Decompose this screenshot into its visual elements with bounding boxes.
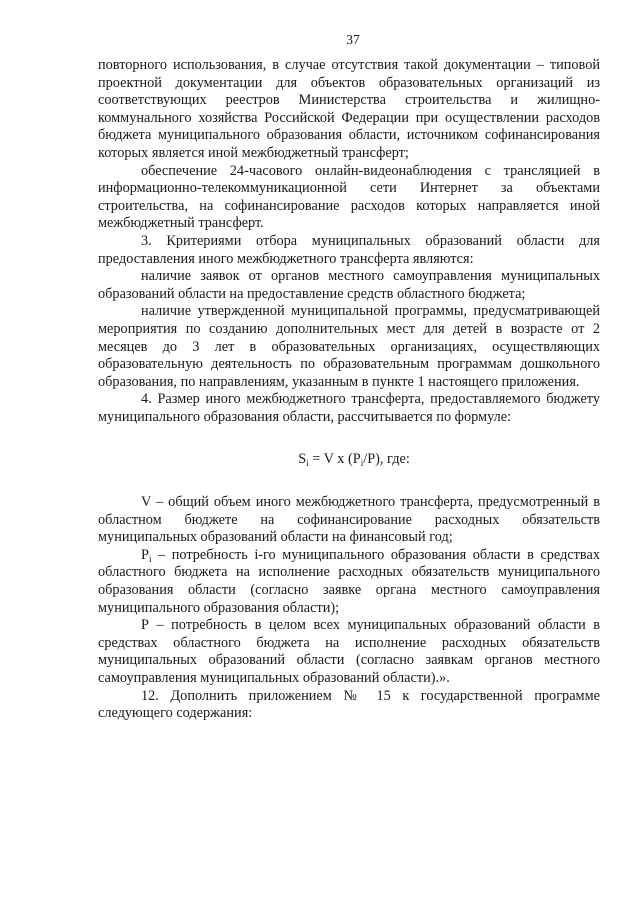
paragraph-selection-criteria: 3. Критериями отбора муниципальных образований области для предоставления иного межбюджетного трансферта являются:	[98, 232, 600, 267]
formula-rhs: /P), где:	[363, 451, 410, 468]
pi-symbol: P	[141, 546, 149, 563]
paragraph-appendix-15: 12. Дополнить приложением № 15 к государственной программе следующего содержания:	[98, 687, 600, 722]
pi-sub: i	[148, 553, 152, 564]
paragraph-video-surveillance: обеспечение 24-часового онлайн-видеонаблюдения с трансляцией в информационно-телекоммуникационной сети Интернет за объектами строительства, на софинансирование расходов которых направляется иной межбюджетный трансферт.	[98, 162, 600, 232]
paragraph-transfer-size: 4. Размер иного межбюджетного трансферта, предоставляемого бюджету муниципального образования области, рассчитывается по формуле:	[98, 391, 600, 425]
formula-lhs: S	[298, 451, 307, 468]
formula	[98, 451, 600, 469]
formula-mid: = V x (P	[308, 451, 361, 468]
paragraph-municipal-program: наличие утвержденной муниципальной программы, предусматривающей мероприятия по созданию дополнительных мест для детей в возрасте от 2 месяцев до 3 лет в образовательных организациях, осуществляющих образовательную деятельность по образовательным программам дошкольного образования, по направлениям, указанным в пункте 1 настоящего приложения.	[98, 303, 600, 390]
definition-pi	[98, 547, 600, 617]
definition-p: Р – потребность в целом всех муниципальных образований области в средствах областного бюджета на исполнение расходных обязательств муниципальных образований области (согласно заявкам органов местного самоуправления муниципальных образований области).».	[98, 617, 600, 686]
paragraph-continuation: повторного использования, в случае отсутствия такой документации – типовой проектной документации для объектов образовательных организаций из соответствующих реестров Министерства строительства и жилищно-коммунального хозяйства Российской Федерации при осуществлении расходов бюджета муниципального образования области, источником софинансирования которых является иной межбюджетный трансферт;	[98, 57, 600, 161]
page-number: 37	[346, 32, 360, 47]
definition-pi-text: – потребность i-го муниципального образования области в средствах областного бюджета на исполнение расходных обязательств муниципального образования области (согласно заявке органа местного самоуправления муниципального образования области);	[98, 546, 600, 616]
formula-lhs-sub: i	[306, 458, 309, 469]
formula-mid-sub: i	[360, 458, 364, 469]
definition-v: V – общий объем иного межбюджетного трансферта, предусмотренный в областном бюджете на софинансирование расходных обязательств муниципальных образований области на финансовый год;	[98, 494, 600, 546]
paragraph-applications: наличие заявок от органов местного самоуправления муниципальных образований области на предоставление средств областного бюджета;	[98, 268, 600, 302]
